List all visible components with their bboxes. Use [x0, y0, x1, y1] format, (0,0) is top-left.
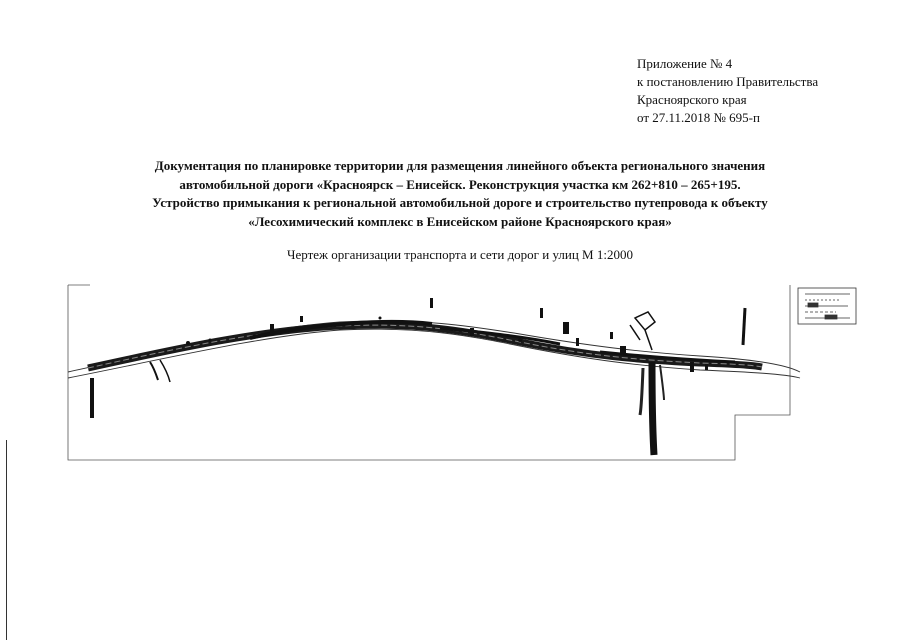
title-line: автомобильной дороги «Красноярск – Енисейск. Реконструкция участка км 262+810 – 265+195.	[179, 176, 741, 192]
appendix-line: от 27.11.2018 № 695-п	[637, 110, 760, 125]
title-line: Документация по планировке территории для размещения линейного объекта регионального значения	[154, 158, 766, 173]
appendix-line: к постановлению Правительства	[637, 74, 819, 89]
appendix-line: Приложение № 4	[637, 56, 733, 71]
north-junction	[630, 308, 745, 350]
title-line: «Лесохимический комплекс в Енисейском районе Красноярского края»	[248, 213, 672, 229]
drawing-frame	[68, 285, 790, 460]
scan-margin-line	[6, 440, 7, 640]
branch-road	[640, 362, 664, 455]
appendix-block	[637, 55, 818, 127]
drawing-subtitle: Чертеж организации транспорта и сети дорог и улиц М 1:2000	[287, 247, 633, 262]
main-road-corridor	[88, 322, 762, 368]
left-junction	[92, 360, 170, 418]
appendix-line: Красноярского края	[637, 92, 747, 107]
title-line: Устройство примыкания к региональной автомобильной дороге и строительство путепровода к объекту	[152, 195, 768, 210]
road-plan-drawing	[0, 270, 905, 520]
legend-block	[798, 288, 856, 324]
document-title	[60, 157, 860, 231]
